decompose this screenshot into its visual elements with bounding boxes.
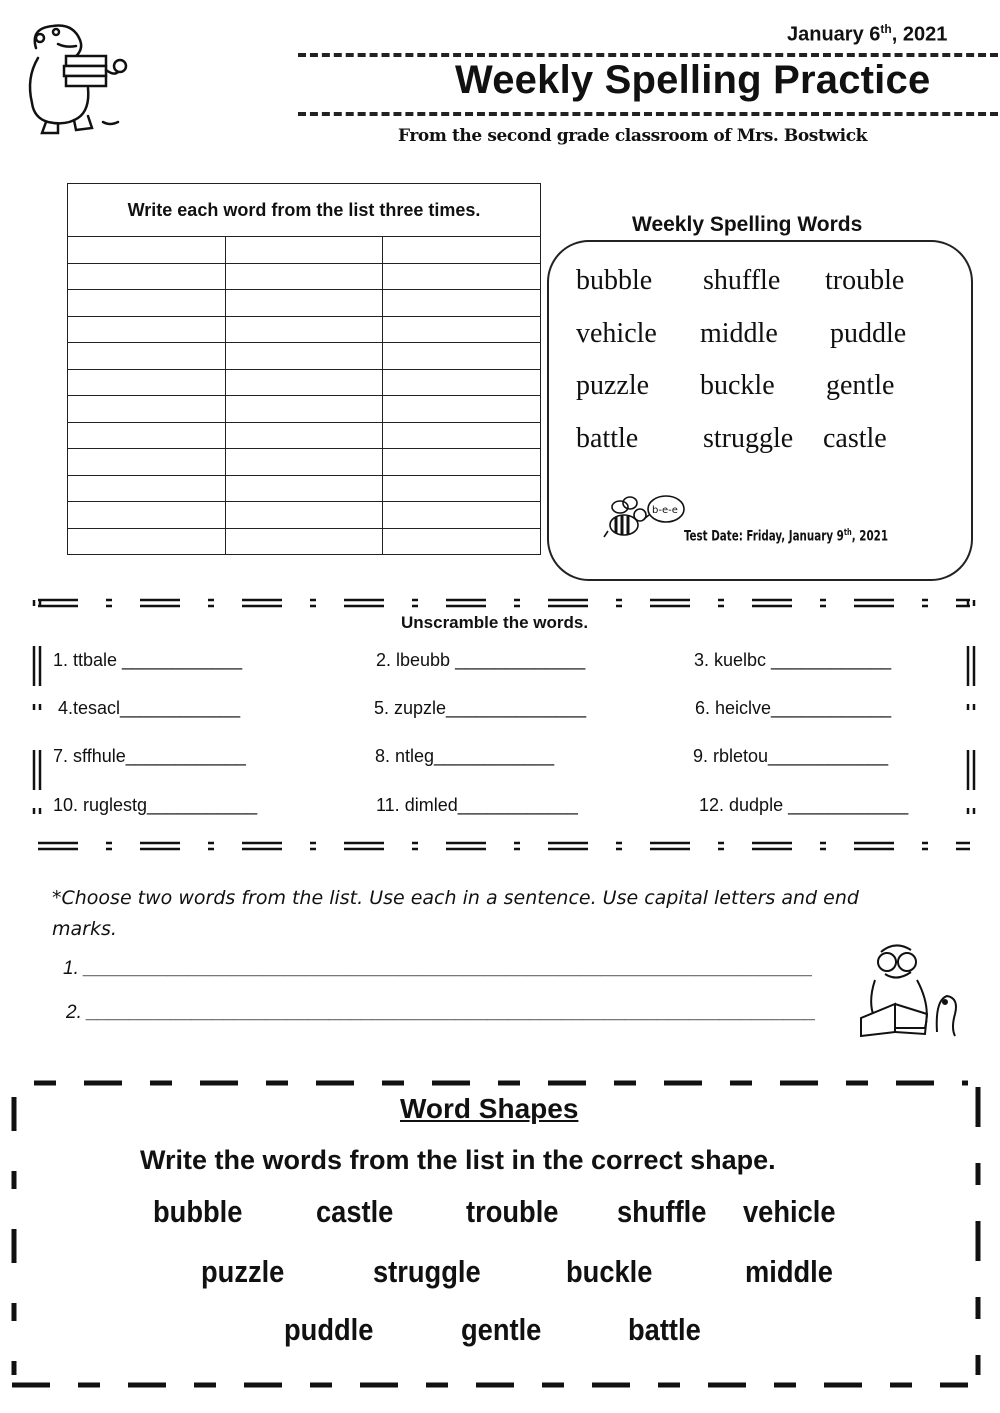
practice-cell[interactable] [68, 316, 226, 343]
practice-cell[interactable] [225, 263, 383, 290]
practice-cell[interactable] [225, 369, 383, 396]
shape-word: shuffle [617, 1194, 707, 1229]
spelling-word: trouble [825, 265, 905, 296]
hippo-mascot-illustration [18, 18, 138, 136]
unscramble-item[interactable]: 1. ttbale ____________ [53, 650, 243, 670]
practice-cell[interactable] [68, 528, 226, 555]
practice-cell[interactable] [225, 502, 383, 529]
page-subtitle: From the second grade classroom of Mrs. Bostwick [398, 126, 868, 146]
practice-cell[interactable] [68, 422, 226, 449]
practice-cell[interactable] [383, 502, 541, 529]
shape-word: buckle [566, 1254, 653, 1289]
worksheet-date: January 6th, 2021 [787, 22, 948, 46]
spelling-word: struggle [703, 423, 794, 454]
shape-word: trouble [466, 1194, 559, 1229]
shape-word: gentle [461, 1312, 542, 1347]
practice-cell[interactable] [68, 263, 226, 290]
spelling-word: puzzle [576, 370, 650, 401]
unscramble-item[interactable]: 7. sffhule____________ [53, 746, 246, 766]
unscramble-item[interactable]: 12. dudple ____________ [699, 795, 909, 815]
bookworm-reader-illustration [855, 940, 965, 1040]
shape-word: vehicle [743, 1194, 836, 1229]
practice-cell[interactable] [225, 290, 383, 317]
practice-cell[interactable] [383, 369, 541, 396]
test-date: Test Date: Friday, January 9th, 2021 [684, 528, 889, 545]
unscramble-item[interactable]: 4.tesacl____________ [58, 698, 241, 718]
practice-cell[interactable] [225, 316, 383, 343]
header-divider-bottom [298, 112, 998, 116]
practice-cell[interactable] [68, 369, 226, 396]
practice-cell[interactable] [225, 343, 383, 370]
unscramble-item[interactable]: 9. rbletou____________ [693, 746, 889, 766]
bee-icon [602, 485, 688, 547]
practice-cell[interactable] [225, 396, 383, 423]
shape-word: castle [316, 1194, 394, 1229]
spelling-word: vehicle [576, 318, 657, 349]
unscramble-item[interactable]: 2. lbeubb _____________ [376, 650, 586, 670]
practice-cell[interactable] [383, 290, 541, 317]
practice-cell[interactable] [225, 528, 383, 555]
bee-speech-text: b-e-e [652, 505, 678, 516]
practice-cell[interactable] [383, 422, 541, 449]
practice-cell[interactable] [68, 290, 226, 317]
practice-cell[interactable] [383, 237, 541, 264]
practice-cell[interactable] [68, 396, 226, 423]
practice-cell[interactable] [383, 263, 541, 290]
spelling-word: puddle [830, 318, 907, 349]
spelling-word: shuffle [703, 265, 781, 296]
spelling-word: middle [700, 318, 778, 349]
sentence-line-2[interactable]: 2. _____________________________________________________________________ [66, 1002, 817, 1023]
shape-word: battle [628, 1312, 701, 1347]
practice-cell[interactable] [383, 316, 541, 343]
header-divider-top [298, 53, 998, 57]
practice-cell[interactable] [225, 237, 383, 264]
sentence-instruction: *Choose two words from the list. Use each in a sentence. Use capital letters and end marks. [52, 887, 859, 940]
shape-word: middle [745, 1254, 833, 1289]
practice-cell[interactable] [225, 422, 383, 449]
practice-cell[interactable] [68, 502, 226, 529]
practice-cell[interactable] [383, 343, 541, 370]
spelling-words-title: Weekly Spelling Words [632, 213, 863, 236]
shape-word: puzzle [201, 1254, 285, 1289]
word-shapes-instruction: Write the words from the list in the correct shape. [140, 1145, 776, 1175]
practice-grid [67, 183, 541, 555]
practice-cell[interactable] [225, 449, 383, 476]
practice-cell[interactable] [383, 528, 541, 555]
practice-cell[interactable] [383, 396, 541, 423]
shape-word: puddle [284, 1312, 374, 1347]
practice-cell[interactable] [68, 475, 226, 502]
practice-cell[interactable] [383, 449, 541, 476]
spelling-word: buckle [700, 370, 775, 401]
unscramble-frame [30, 595, 978, 857]
spelling-word: castle [823, 423, 887, 454]
unscramble-title: Unscramble the words. [401, 613, 589, 632]
unscramble-item[interactable]: 11. dimled____________ [376, 795, 578, 815]
page-title: Weekly Spelling Practice [455, 58, 931, 102]
unscramble-item[interactable]: 8. ntleg____________ [375, 746, 555, 766]
practice-cell[interactable] [383, 475, 541, 502]
word-shapes-title: Word Shapes [400, 1093, 579, 1124]
unscramble-item[interactable]: 3. kuelbc ____________ [694, 650, 892, 670]
practice-cell[interactable] [225, 475, 383, 502]
unscramble-item[interactable]: 5. zupzle______________ [374, 698, 587, 718]
spelling-word: battle [576, 423, 639, 454]
spelling-word: bubble [576, 265, 653, 296]
shape-word: bubble [153, 1194, 243, 1229]
practice-cell[interactable] [68, 237, 226, 264]
unscramble-item[interactable]: 10. ruglestg___________ [53, 795, 258, 815]
spelling-word: gentle [826, 370, 895, 401]
practice-cell[interactable] [68, 449, 226, 476]
practice-cell[interactable] [68, 343, 226, 370]
sentence-line-1[interactable]: 1. _____________________________________________________________________ [63, 958, 814, 979]
unscramble-item[interactable]: 6. heiclve____________ [695, 698, 892, 718]
practice-grid-instruction: Write each word from the list three times. [68, 184, 541, 237]
shape-word: struggle [373, 1254, 481, 1289]
